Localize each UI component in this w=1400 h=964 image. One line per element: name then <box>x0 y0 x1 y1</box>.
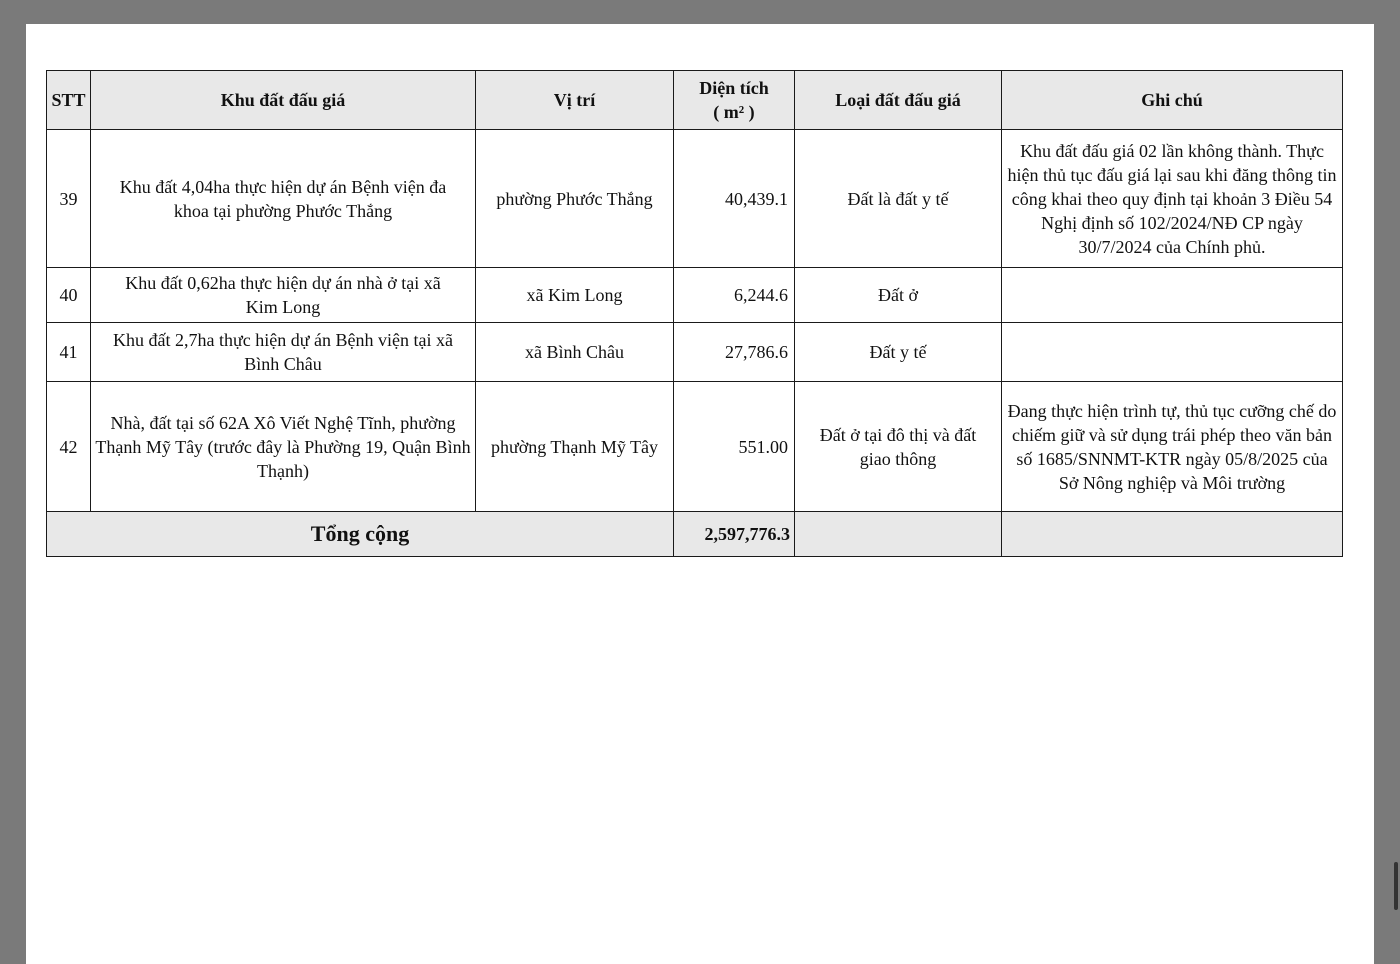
row-location: xã Bình Châu <box>476 323 674 382</box>
header-area-unit: ( m² ) <box>713 102 755 122</box>
row-location: phường Thạnh Mỹ Tây <box>476 382 674 512</box>
row-type: Đất ở <box>795 268 1002 323</box>
table-row <box>47 130 1343 268</box>
row-name: Khu đất 4,04ha thực hiện dự án Bệnh viện đa khoa tại phường Phước Thắng <box>91 130 476 268</box>
row-stt: 40 <box>47 268 91 323</box>
row-area: 40,439.1 <box>674 130 795 268</box>
row-stt: 42 <box>47 382 91 512</box>
row-location: xã Kim Long <box>476 268 674 323</box>
row-name: Nhà, đất tại số 62A Xô Viết Nghệ Tĩnh, phường Thạnh Mỹ Tây (trước đây là Phường 19, Quận Bình Thạnh) <box>91 382 476 512</box>
row-stt: 39 <box>47 130 91 268</box>
row-note: Khu đất đấu giá 02 lần không thành. Thực hiện thủ tục đấu giá lại sau khi đăng thông tin công khai theo quy định tại khoản 3 Điều 54 Nghị định số 102/2024/NĐ CP ngày 30/7/2024 của Chính phủ. <box>1002 130 1343 268</box>
row-location: phường Phước Thắng <box>476 130 674 268</box>
table-row <box>47 382 1343 512</box>
scrollbar-thumb[interactable] <box>1394 862 1398 910</box>
table-header-row <box>47 71 1343 130</box>
header-area <box>674 71 795 130</box>
row-name: Khu đất 0,62ha thực hiện dự án nhà ở tại xã Kim Long <box>91 268 476 323</box>
total-label: Tổng cộng <box>47 512 674 557</box>
row-area: 27,786.6 <box>674 323 795 382</box>
row-type: Đất ở tại đô thị và đất giao thông <box>795 382 1002 512</box>
header-area-label: Diện tích <box>699 78 769 98</box>
row-type: Đất y tế <box>795 323 1002 382</box>
total-type-empty <box>795 512 1002 557</box>
header-type: Loại đất đấu giá <box>795 71 1002 130</box>
header-name: Khu đất đấu giá <box>91 71 476 130</box>
table-total-row <box>47 512 1343 557</box>
header-stt: STT <box>47 71 91 130</box>
total-note-empty <box>1002 512 1343 557</box>
row-area: 551.00 <box>674 382 795 512</box>
row-stt: 41 <box>47 323 91 382</box>
total-area: 2,597,776.3 <box>674 512 795 557</box>
row-note: Đang thực hiện trình tự, thủ tục cưỡng chế do chiếm giữ và sử dụng trái phép theo văn bản số 1685/SNNMT-KTR ngày 05/8/2025 của Sở Nông nghiệp và Môi trường <box>1002 382 1343 512</box>
header-location: Vị trí <box>476 71 674 130</box>
table-row <box>47 268 1343 323</box>
row-name: Khu đất 2,7ha thực hiện dự án Bệnh viện tại xã Bình Châu <box>91 323 476 382</box>
row-type: Đất là đất y tế <box>795 130 1002 268</box>
row-area: 6,244.6 <box>674 268 795 323</box>
row-note <box>1002 268 1343 323</box>
row-note <box>1002 323 1343 382</box>
header-note: Ghi chú <box>1002 71 1343 130</box>
table-row <box>47 323 1343 382</box>
land-auction-table <box>46 70 1343 557</box>
